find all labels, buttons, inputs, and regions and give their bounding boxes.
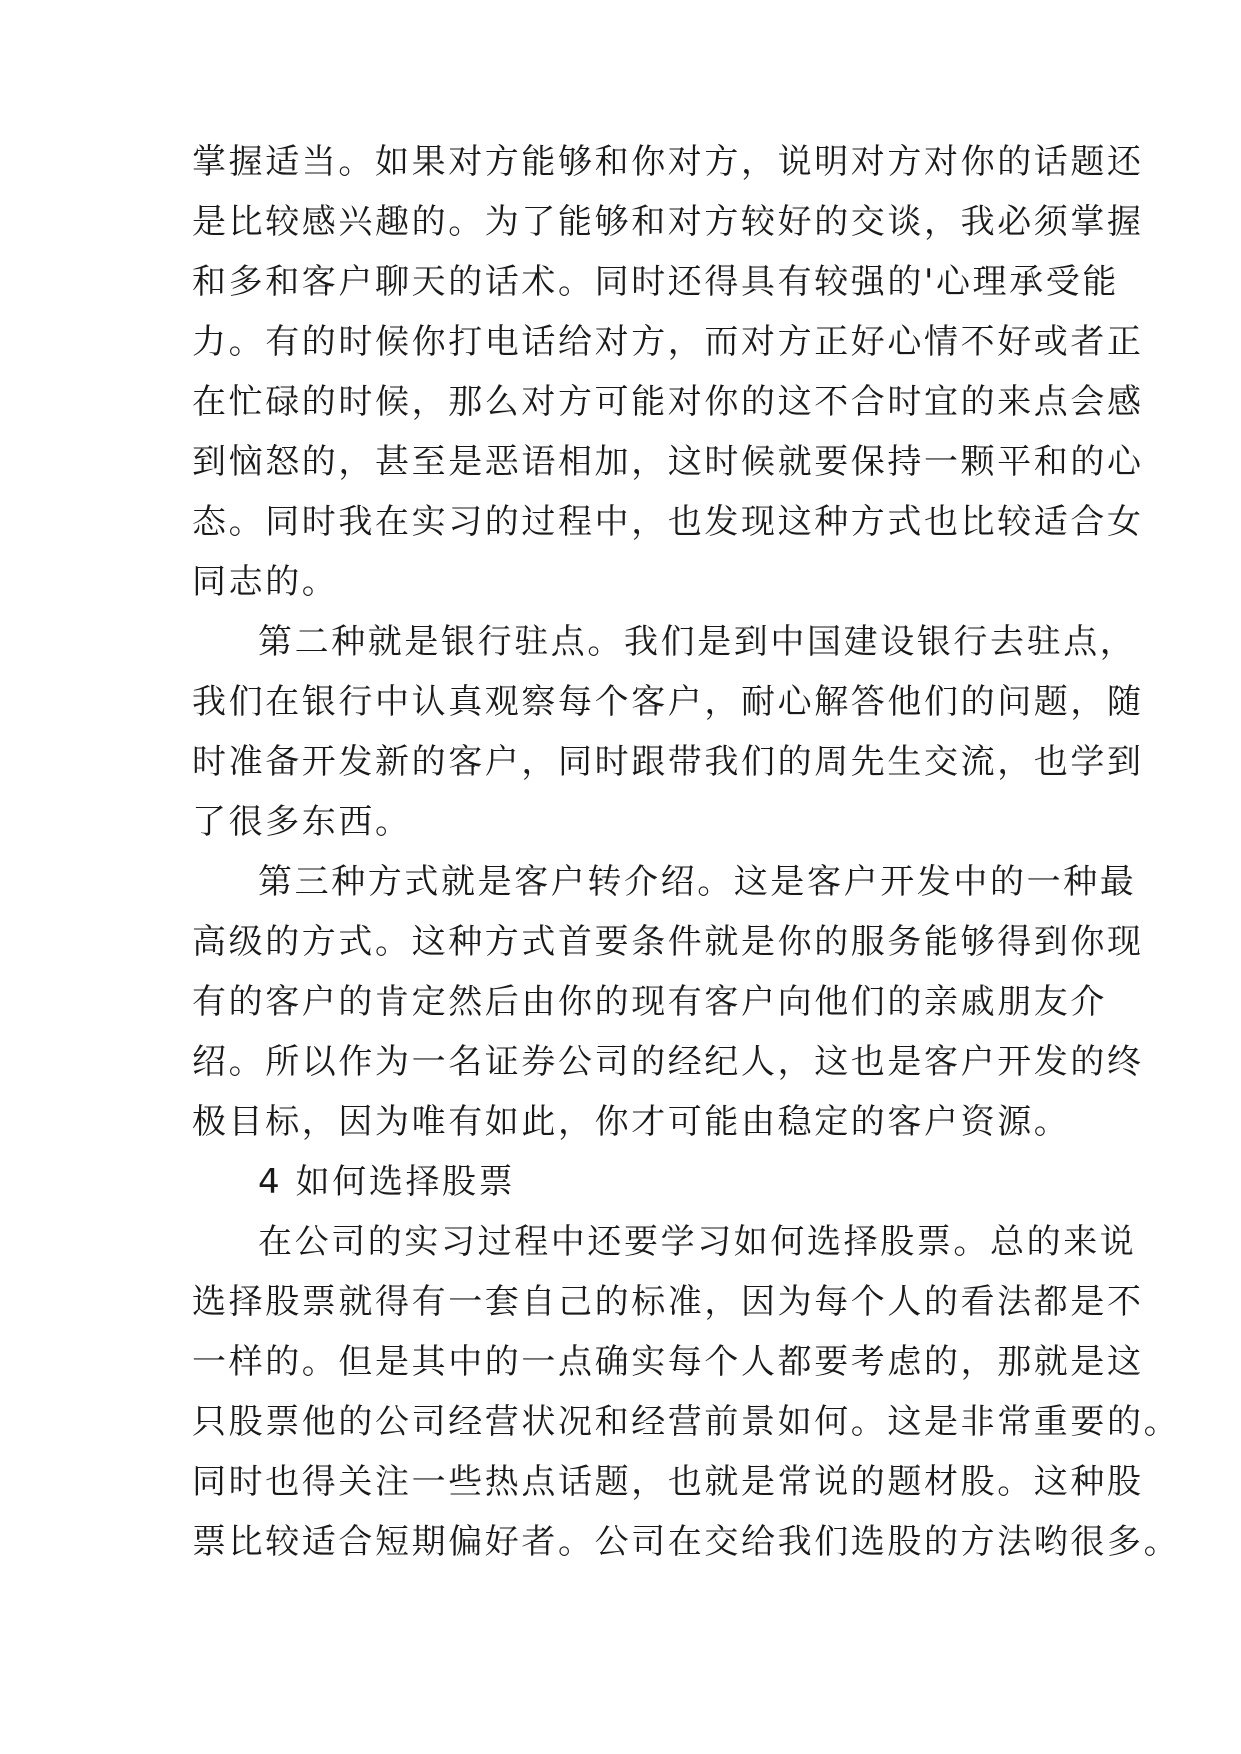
text-line: 一样的。但是其中的一点确实每个人都要考虑的，那就是这: [192, 1342, 1144, 1382]
text-line: 只股票他的公司经营状况和经营前景如何。这是非常重要的。: [192, 1402, 1181, 1442]
text-line: 到恼怒的，甚至是恶语相加，这时候就要保持一颗平和的心: [192, 442, 1144, 482]
text-line: 票比较适合短期偏好者。公司在交给我们选股的方法哟很多。: [192, 1522, 1181, 1562]
text-line: 力。有的时候你打电话给对方，而对方正好心情不好或者正: [192, 322, 1144, 362]
text-line: 选择股票就得有一套自己的标准，因为每个人的看法都是不: [192, 1282, 1144, 1322]
text-line: 高级的方式。这种方式首要条件就是你的服务能够得到你现: [192, 922, 1144, 962]
text-line: 我们在银行中认真观察每个客户，耐心解答他们的问题，随: [192, 682, 1144, 722]
section-heading: 4 如何选择股票: [258, 1162, 516, 1202]
paragraph-start-line: 第三种方式就是客户转介绍。这是客户开发中的一种最: [258, 862, 1137, 902]
text-line: 同志的。: [192, 562, 339, 602]
text-line: 了很多东西。: [192, 802, 412, 842]
text-line: 极目标，因为唯有如此，你才可能由稳定的客户资源。: [192, 1102, 1071, 1142]
text-line: 在忙碌的时候，那么对方可能对你的这不合时宜的来点会感: [192, 382, 1144, 422]
text-line: 同时也得关注一些热点话题，也就是常说的题材股。这种股: [192, 1462, 1144, 1502]
text-line: 和多和客户聊天的话术。同时还得具有较强的'心理承受能: [192, 262, 1119, 302]
text-line: 态。同时我在实习的过程中，也发现这种方式也比较适合女: [192, 502, 1144, 542]
paragraph-start-line: 第二种就是银行驻点。我们是到中国建设银行去驻点，: [258, 622, 1137, 662]
text-line: 掌握适当。如果对方能够和你对方，说明对方对你的话题还: [192, 142, 1144, 182]
paragraph-start-line: 在公司的实习过程中还要学习如何选择股票。总的来说: [258, 1222, 1137, 1262]
text-line: 绍。所以作为一名证券公司的经纪人，这也是客户开发的终: [192, 1042, 1144, 1082]
text-line: 时准备开发新的客户，同时跟带我们的周先生交流，也学到: [192, 742, 1144, 782]
text-line: 有的客户的肯定然后由你的现有客户向他们的亲戚朋友介: [192, 982, 1107, 1022]
text-line: 是比较感兴趣的。为了能够和对方较好的交谈，我必须掌握: [192, 202, 1144, 242]
